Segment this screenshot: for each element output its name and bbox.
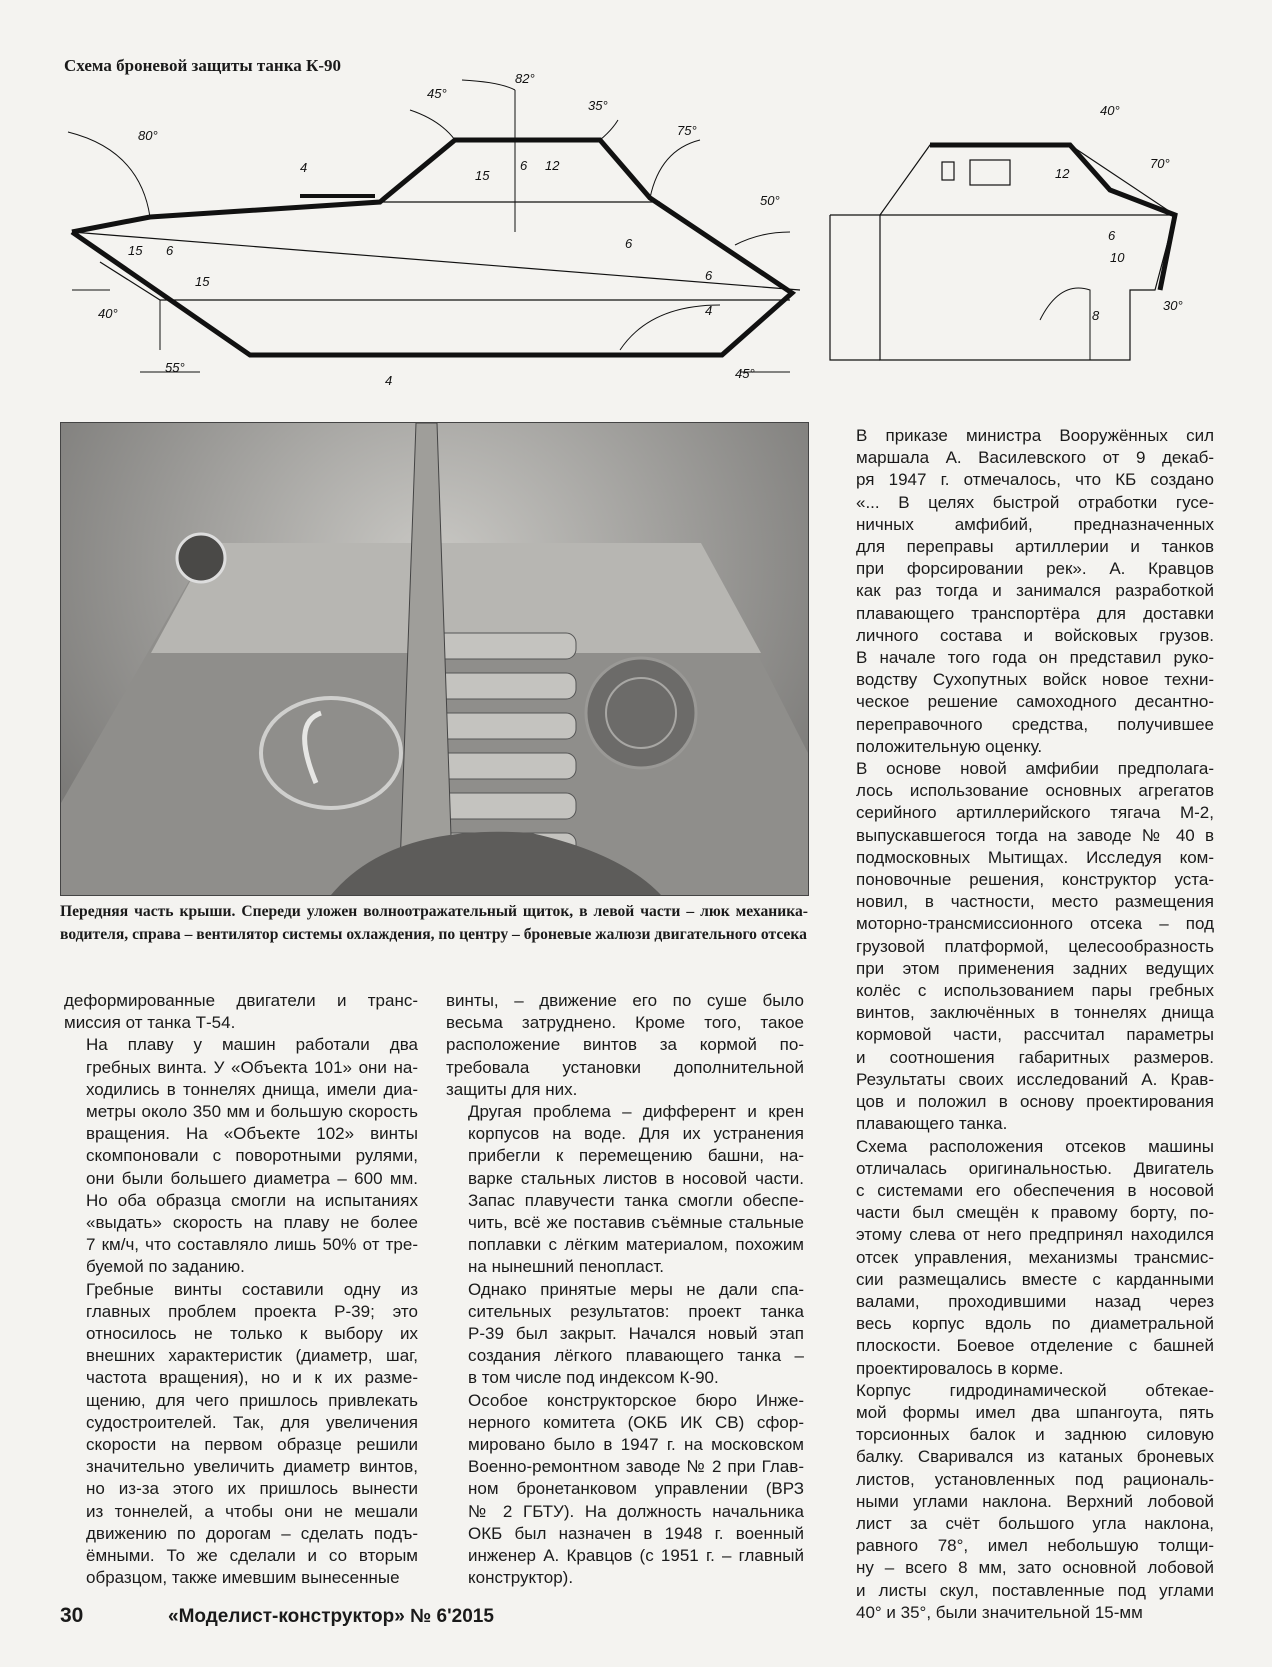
text-line: маршала А. Василевского от 9 декаб- — [856, 448, 1214, 468]
text-line: плоскости. Боевое отделение с башней — [856, 1336, 1214, 1356]
text-line: образцом, также имевшим вынесенные — [86, 1568, 400, 1588]
text-line: винты, – движение его по суше было — [446, 991, 804, 1010]
text-line: весьма затруднено. Кроме того, такое — [446, 1013, 804, 1033]
text-line: конструктор). — [468, 1568, 574, 1588]
text-line: значительно увеличить диаметр винтов, — [86, 1457, 418, 1477]
text-column-2 — [446, 990, 804, 1589]
text-line: относилось не только к выбору их — [86, 1324, 418, 1344]
armor-scheme-diagram — [0, 0, 1272, 400]
text-line: отсек управления, механизмы трансмис- — [856, 1247, 1214, 1267]
text-line: положительную оценку. — [856, 736, 1043, 756]
tank-roof-drawing — [61, 423, 808, 895]
text-line: судостроителей. Так, для увеличения — [86, 1412, 418, 1432]
thickness-label: 4 — [300, 160, 308, 175]
text-line: ходились в тоннелях днища, имели диа- — [86, 1079, 418, 1099]
text-line: Результаты своих исследований А. Крав- — [856, 1069, 1214, 1089]
text-line: колёс с использованием пары гребных — [856, 981, 1214, 1001]
photo-caption: Передняя часть крыши. Спереди уложен волноотражательный щиток, в левой части – люк механика-водителя, справа – вентилятор системы охлаждения, по центру – броневые жалюзи двигательного отсека — [60, 903, 808, 943]
text-line: деформированные двигатели и транс- — [64, 991, 418, 1010]
angle-label: 35° — [588, 98, 608, 113]
angle-label: 40° — [98, 306, 118, 321]
thickness-label: 12 — [545, 158, 560, 173]
paragraph — [64, 1279, 418, 1590]
text-line: вращения. На «Объекте 102» винты — [86, 1124, 418, 1144]
text-line: Схема расположения отсеков машины — [856, 1136, 1214, 1156]
text-line: Р-39 был закрыт. Начался новый этап — [468, 1324, 804, 1344]
text-line: ну – всего 8 мм, зато основной лобовой — [856, 1558, 1214, 1578]
tank-roof-photo — [60, 422, 809, 896]
thickness-label: 8 — [1092, 308, 1100, 323]
text-line: в том числе под индексом К-90. — [468, 1368, 719, 1388]
text-line: переправочного средства, получившее — [856, 714, 1214, 734]
thickness-label: 6 — [1108, 228, 1116, 243]
thickness-label: 4 — [705, 303, 713, 318]
text-line: внешних характеристик (диаметр, шаг, — [86, 1346, 418, 1366]
text-line: Корпус гидродинамической обтекае- — [856, 1380, 1214, 1400]
text-line: расположение винтов за кормой по- — [446, 1035, 804, 1055]
angle-label: 75° — [677, 123, 697, 138]
text-line: цов и положил в основу проектирования — [856, 1092, 1214, 1112]
text-line: прибегли к перемещению башни, на- — [468, 1146, 804, 1166]
text-line: и соотношения габаритных размеров. — [856, 1047, 1214, 1067]
text-line: миссия от танка Т-54. — [64, 1013, 236, 1033]
text-line: ческое решение самоходного десантно- — [856, 692, 1214, 712]
text-line: отличалась оригинальностью. Двигатель — [856, 1158, 1214, 1178]
text-line: 40° и 35°, были значительной 15-мм — [856, 1602, 1143, 1622]
text-column-3 — [834, 425, 1214, 1624]
text-line: «выдать» скорость на плаву не более — [86, 1213, 418, 1233]
thickness-label: 6 — [520, 158, 528, 173]
thickness-label: 6 — [705, 268, 713, 283]
paragraph — [834, 425, 1214, 758]
angle-label: 80° — [138, 128, 158, 143]
text-line: ёмными. То же сделали и со вторым — [86, 1546, 418, 1566]
text-line: равного 78°, имел небольшую толщи- — [856, 1536, 1214, 1556]
text-line: инженер А. Кравцов (с 1951 г. – главный — [468, 1546, 804, 1566]
paragraph — [446, 1390, 804, 1590]
text-line: балку. Сваривался из катаных броневых — [856, 1447, 1214, 1467]
text-line: защиты для них. — [446, 1079, 578, 1099]
text-line: как раз тогда и занимался разработкой — [856, 581, 1214, 601]
text-line: В приказе министра Вооружённых сил — [856, 426, 1214, 445]
thickness-label: 15 — [475, 168, 490, 183]
angle-label: 40° — [1100, 103, 1120, 118]
text-line: чить, всё же поставив съёмные стальные — [468, 1213, 804, 1233]
text-line: лист за счёт большого угла наклона, — [856, 1513, 1214, 1533]
text-line: Гребные винты составили одну из — [86, 1279, 418, 1299]
text-line: В основе новой амфибии предполага- — [856, 759, 1214, 779]
thickness-label: 10 — [1110, 250, 1125, 265]
text-line: из тоннелей, а чтобы они не мешали — [86, 1501, 418, 1521]
text-line: они были большего диаметра – 600 мм. — [86, 1168, 418, 1188]
text-line: гребных винта. У «Объекта 101» они на- — [86, 1057, 418, 1077]
text-line: торсионных балок и заднюю силовую — [856, 1425, 1214, 1445]
text-line: ря 1947 г. отмечалось, что КБ создано — [856, 470, 1214, 490]
text-line: валами, проходившими назад через — [856, 1291, 1214, 1311]
text-line: № 2 ГБТУ). На должность начальника — [468, 1501, 804, 1521]
text-line: весь корпус вдоль по диаметральной — [856, 1314, 1214, 1334]
text-line: лось использование основных агрегатов — [856, 781, 1214, 801]
text-line: поновочные решения, конструктор уста- — [856, 870, 1214, 890]
text-line: Но оба образца смогли на испытаниях — [86, 1190, 418, 1210]
journal-title: «Моделист-конструктор» № 6'2015 — [168, 1606, 494, 1627]
text-line: личного состава и войсковых грузов. — [856, 625, 1214, 645]
text-line: ничных амфибий, предназначенных — [856, 514, 1214, 534]
text-line: скорости на первом образце решили — [86, 1435, 418, 1455]
text-line: движению по дорогам – сделать подъ- — [86, 1523, 418, 1543]
angle-label: 45° — [735, 366, 755, 381]
text-line: варке стальных листов в носовой части. — [468, 1168, 804, 1188]
paragraph — [446, 1279, 804, 1390]
text-line: плавающего транспортёра для доставки — [856, 603, 1214, 623]
text-line: мой формы имел два шпангоута, пять — [856, 1402, 1214, 1422]
text-line: Военно-ремонтном заводе № 2 при Глав- — [468, 1457, 804, 1477]
text-column-1 — [64, 990, 418, 1589]
paragraph — [834, 758, 1214, 1135]
text-line: В начале того года он представил руко- — [856, 648, 1214, 668]
diagram-title: Схема броневой защиты танка К-90 — [64, 56, 341, 75]
text-line: с системами его обеспечения в носовой — [856, 1180, 1214, 1200]
text-line: для переправы артиллерии и танков — [856, 537, 1214, 557]
text-line: выпускавшегося тогда на заводе № 40 в — [856, 825, 1214, 845]
text-line: На плаву у машин работали два — [86, 1035, 418, 1055]
angle-label: 55° — [165, 360, 185, 375]
thickness-label: 12 — [1055, 166, 1070, 181]
paragraph — [834, 1136, 1214, 1380]
text-line: новил, в частности, место размещения — [856, 892, 1214, 912]
angle-label: 82° — [515, 71, 535, 86]
text-line: буемой по заданию. — [86, 1257, 245, 1277]
text-line: и листы скул, поставленные под углами — [856, 1580, 1214, 1600]
text-line: сительных результатов: проект танка — [468, 1301, 804, 1321]
text-line: частота вращения), но и к их разме- — [86, 1368, 418, 1388]
text-line: Другая проблема – дифферент и крен — [468, 1102, 804, 1122]
angle-label: 70° — [1150, 156, 1170, 171]
thickness-label: 6 — [166, 243, 174, 258]
text-line: при форсировании рек». А. Кравцов — [856, 559, 1214, 579]
text-line: корпусов на воде. Для их устранения — [468, 1124, 804, 1144]
text-line: при этом применения задних ведущих — [856, 958, 1214, 978]
text-line: скомпоновали с поворотными рулями, — [86, 1146, 418, 1166]
thickness-label: 15 — [195, 274, 210, 289]
text-line: ными углами наклона. Верхний лобовой — [856, 1491, 1214, 1511]
side-view-labels — [98, 71, 780, 388]
thickness-label: 15 — [128, 243, 143, 258]
text-line: но из-за этого их пришлось вынести — [86, 1479, 418, 1499]
text-line: главных проблем проекта Р-39; это — [86, 1301, 418, 1321]
paragraph — [64, 990, 418, 1034]
text-line: моторно-трансмиссионного отсека – под — [856, 914, 1214, 934]
text-line: ОКБ был назначен в 1948 г. военный — [468, 1523, 804, 1543]
text-line: поплавки с лёгким материалом, похожим — [468, 1235, 804, 1255]
text-line: создания лёгкого плавающего танка – — [468, 1346, 804, 1366]
text-line: проектировалось в корме. — [856, 1358, 1064, 1378]
text-line: Особое конструкторское бюро Инже- — [468, 1390, 804, 1410]
angle-label: 45° — [427, 86, 447, 101]
text-line: водству Сухопутных войск новое техни- — [856, 670, 1214, 690]
angle-label: 30° — [1163, 298, 1183, 313]
paragraph — [446, 1101, 804, 1279]
text-line: Запас плавучести танка смогли обеспе- — [468, 1190, 804, 1210]
text-line: плавающего танка. — [856, 1114, 1008, 1134]
text-line: сии размещались вместе с карданными — [856, 1269, 1214, 1289]
text-line: требовала установки дополнительной — [446, 1057, 804, 1077]
text-line: Однако принятые меры не дали спа- — [468, 1279, 804, 1299]
text-line: на нынешний пенопласт. — [468, 1257, 664, 1277]
text-line: этому слева от него предпринял находился — [856, 1225, 1214, 1245]
text-line: подмосковных Мытищах. Исследуя ком- — [856, 847, 1214, 867]
text-line: метры около 350 мм и большую скорость — [86, 1102, 418, 1122]
text-line: нерного комитета (ОКБ ИК СВ) сфор- — [468, 1412, 804, 1432]
text-line: мировано было в 1947 г. на московском — [468, 1435, 804, 1455]
text-line: листов, установленных под рациональ- — [856, 1469, 1214, 1489]
page-number: 30 — [60, 1604, 84, 1627]
paragraph — [64, 1034, 418, 1278]
text-line: 7 км/ч, что составляло лишь 50% от тре- — [86, 1235, 418, 1255]
text-line: кормовой части, рассчитал параметры — [856, 1025, 1214, 1045]
text-line: части был смещён к правому борту, по- — [856, 1203, 1214, 1223]
text-line: серийного артиллерийского тягача М-2, — [856, 803, 1214, 823]
paragraph — [834, 1380, 1214, 1624]
angle-label: 50° — [760, 193, 780, 208]
thickness-label: 6 — [625, 236, 633, 251]
text-line: «... В целях быстрой отработки гусе- — [856, 492, 1214, 512]
text-line: щению, для чего пришлось привлекать — [86, 1390, 418, 1410]
thickness-label: 4 — [385, 373, 393, 388]
text-line: винтов, заключённых в тоннелях днища — [856, 1003, 1214, 1023]
paragraph — [446, 990, 804, 1101]
text-line: грузовой платформой, целесообразность — [856, 936, 1214, 956]
text-line: ном бронетанковом управлении (ВРЗ — [468, 1479, 804, 1499]
